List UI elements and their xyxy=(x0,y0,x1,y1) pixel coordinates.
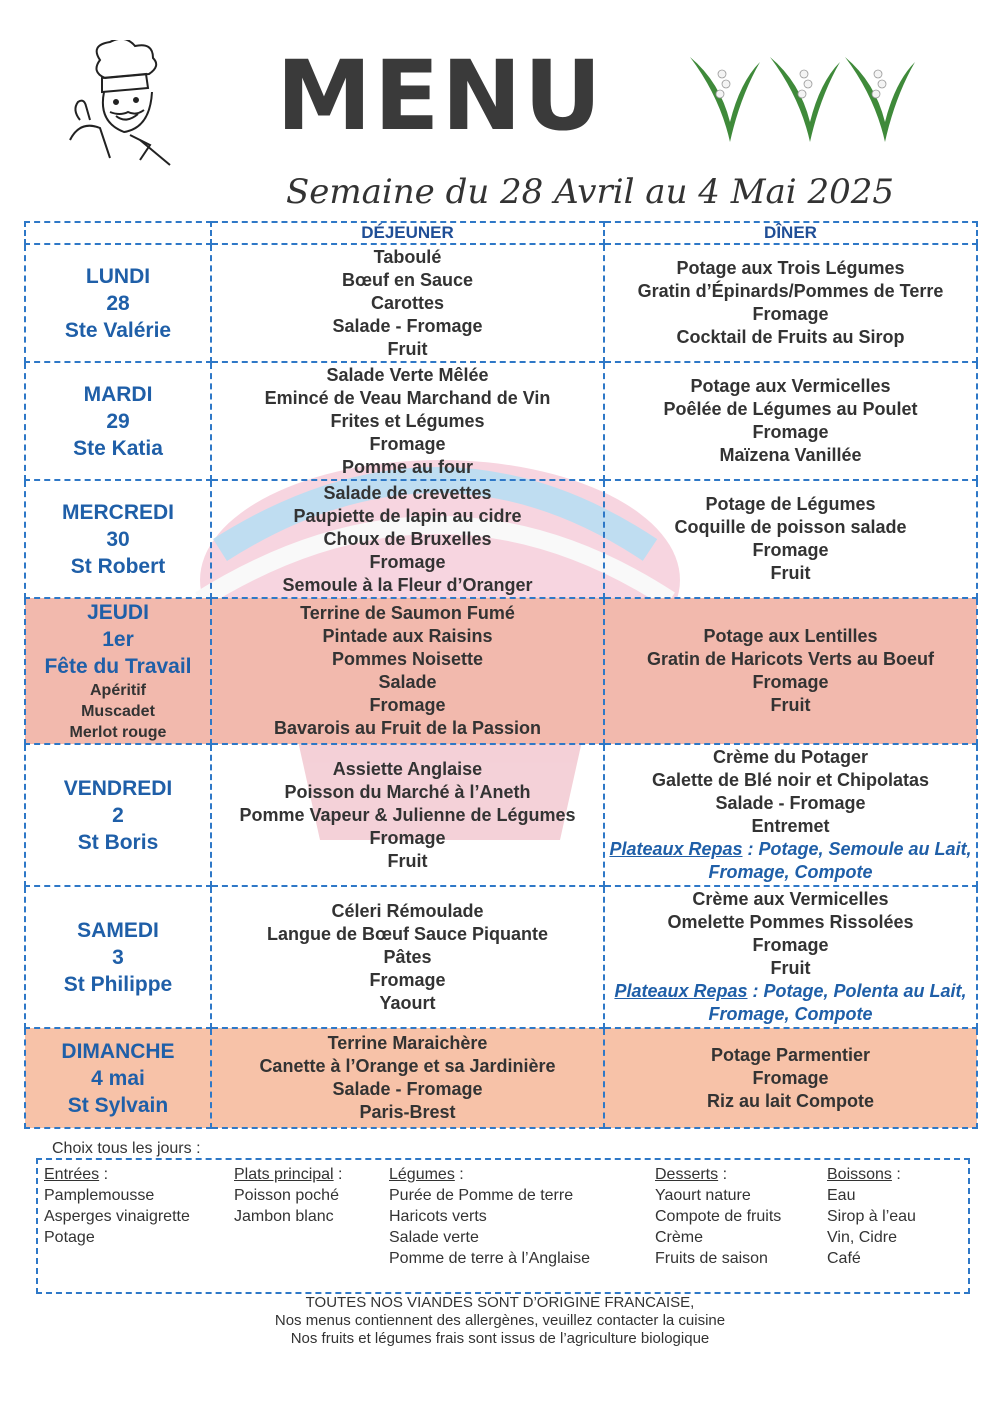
choice-category-name: Entrées xyxy=(44,1166,100,1183)
plateaux-repas-note xyxy=(605,838,976,884)
diner-cell xyxy=(604,244,977,362)
dish: Choux de Bruxelles xyxy=(323,528,492,549)
dejeuner-cell xyxy=(211,598,604,744)
dish: Carottes xyxy=(370,292,445,313)
choice-item: Café xyxy=(827,1250,861,1267)
daily-choices-box xyxy=(36,1158,970,1294)
choice-category-name: Boissons xyxy=(827,1166,892,1183)
dish: Fromage xyxy=(752,304,829,324)
day-row-samedi xyxy=(25,886,977,1028)
dish: Paris-Brest xyxy=(359,1102,456,1122)
cut-off-address-line xyxy=(255,1384,775,1390)
day-row-vendredi xyxy=(25,744,977,886)
choice-category-suffix: : xyxy=(718,1166,728,1183)
day-saint: St Robert xyxy=(70,554,166,578)
choice-item: Asperges vinaigrette xyxy=(44,1208,190,1225)
dish: Taboulé xyxy=(373,246,442,267)
dish: Semoule à la Fleur d’Oranger xyxy=(282,574,533,595)
day-saint: Ste Katia xyxy=(73,436,163,460)
plateaux-repas-text: : Potage, Semoule au Lait, Fromage, Compote xyxy=(708,839,972,882)
dish: Fromage xyxy=(752,422,829,442)
chef-illustration xyxy=(40,40,190,170)
choice-category-suffix: : xyxy=(333,1166,343,1183)
choice-category-suffix: : xyxy=(891,1166,901,1183)
choice-item: Jambon blanc xyxy=(234,1208,334,1225)
choice-category-suffix: : xyxy=(99,1166,109,1183)
menu-table xyxy=(24,221,978,1129)
day-row-lundi xyxy=(25,244,977,362)
header-empty-cell xyxy=(25,222,211,244)
choice-item: Haricots verts xyxy=(389,1208,487,1225)
menu-title: MENU xyxy=(276,40,604,152)
dish: Bœuf en Sauce xyxy=(341,269,474,290)
dish: Galette de Blé noir et Chipolatas xyxy=(651,770,930,790)
day-cell xyxy=(25,886,211,1028)
choice-item: Sirop à l’eau xyxy=(827,1208,916,1225)
plateaux-repas-label: Plateaux Repas xyxy=(614,981,748,1001)
dish: Fromage xyxy=(369,551,446,572)
choice-item: Vin, Cidre xyxy=(827,1229,897,1246)
plateaux-repas-label: Plateaux Repas xyxy=(609,839,743,859)
choice-item: Compote de fruits xyxy=(655,1208,782,1225)
diner-cell xyxy=(604,598,977,744)
day-cell xyxy=(25,362,211,480)
footer-notes xyxy=(0,1294,1000,1348)
dish: Fruit xyxy=(770,695,811,715)
dish: Potage aux Trois Légumes xyxy=(676,258,905,278)
plateaux-repas-text: : Potage, Polenta au Lait, Fromage, Compote xyxy=(708,981,967,1024)
dish: Fromage xyxy=(369,695,446,715)
dish: Fromage xyxy=(369,827,446,848)
day-name: SAMEDI xyxy=(77,918,159,942)
footer-line: Nos fruits et légumes frais sont issus de l’agriculture biologique xyxy=(290,1330,710,1347)
dish: Paupiette de lapin au cidre xyxy=(293,505,522,526)
dish: Salade - Fromage xyxy=(332,1079,483,1099)
day-row-dimanche xyxy=(25,1028,977,1128)
dish: Emincé de Veau Marchand de Vin xyxy=(264,387,551,408)
dish: Yaourt xyxy=(379,992,436,1013)
dish: Salade Verte Mêlée xyxy=(326,364,489,385)
day-name: MARDI xyxy=(83,382,153,406)
dish: Fromage xyxy=(369,433,446,454)
day-name: JEUDI xyxy=(87,601,149,624)
dish: Fruit xyxy=(770,563,811,583)
dish: Fromage xyxy=(752,672,829,692)
dish: Fruit xyxy=(770,958,811,978)
choice-item: Pamplemousse xyxy=(44,1187,155,1204)
dish: Riz au lait Compote xyxy=(706,1090,874,1111)
choice-item: Pomme de terre à l’Anglaise xyxy=(389,1250,590,1267)
day-extra: Merlot rouge xyxy=(69,724,167,741)
daily-choices-title: Choix tous les jours : xyxy=(52,1140,201,1157)
choice-column-legumes xyxy=(389,1164,590,1269)
dish: Fruit xyxy=(387,338,428,359)
menu-week-subtitle: Semaine du 28 Avril au 4 Mai 2025 xyxy=(285,172,895,212)
choice-item: Poisson poché xyxy=(234,1187,339,1204)
choice-column-entrees xyxy=(44,1164,190,1248)
choice-item: Purée de Pomme de terre xyxy=(389,1187,574,1204)
dish: Omelette Pommes Rissolées xyxy=(667,912,914,932)
day-cell xyxy=(25,244,211,362)
dish: Frites et Légumes xyxy=(330,410,485,431)
diner-cell xyxy=(604,480,977,598)
choice-category-name: Légumes xyxy=(389,1166,455,1183)
diner-cell xyxy=(604,1028,977,1128)
dish: Entremet xyxy=(751,816,830,836)
day-saint: St Philippe xyxy=(63,972,173,996)
choice-item: Crème xyxy=(655,1229,704,1246)
dish: Maïzena Vanillée xyxy=(719,445,862,465)
day-extra: Apéritif xyxy=(90,682,146,699)
dish: Pommes Noisette xyxy=(331,649,484,669)
dejeuner-cell xyxy=(211,362,604,480)
footer-line: TOUTES NOS VIANDES SONT D’ORIGINE FRANCAISE, xyxy=(305,1294,695,1311)
choice-item: Yaourt nature xyxy=(655,1187,751,1204)
dish: Langue de Bœuf Sauce Piquante xyxy=(266,923,549,944)
dish: Salade - Fromage xyxy=(715,793,866,813)
dish: Salade de crevettes xyxy=(323,482,492,503)
header-diner: DÎNER xyxy=(604,222,977,244)
dish: Coquille de poisson salade xyxy=(674,517,907,537)
choice-category-name: Desserts xyxy=(655,1166,719,1183)
dish: Pomme au four xyxy=(341,456,474,477)
day-name: DIMANCHE xyxy=(61,1039,175,1063)
dish: Salade xyxy=(378,672,437,692)
choice-item: Salade verte xyxy=(389,1229,479,1246)
dejeuner-cell xyxy=(211,886,604,1028)
dish: Fromage xyxy=(369,969,446,990)
dejeuner-cell xyxy=(211,480,604,598)
dejeuner-cell xyxy=(211,744,604,886)
choice-item: Potage xyxy=(44,1229,95,1246)
choice-category-suffix: : xyxy=(454,1166,464,1183)
dish: Canette à l’Orange et sa Jardinière xyxy=(259,1056,556,1076)
dish: Fruit xyxy=(387,850,428,871)
dish: Poêlée de Légumes au Poulet xyxy=(663,399,918,419)
choice-column-boissons xyxy=(827,1164,916,1269)
choice-column-plats xyxy=(234,1164,343,1227)
day-date: 29 xyxy=(106,409,130,433)
table-header-row xyxy=(25,222,977,244)
day-date: 28 xyxy=(106,291,130,315)
day-row-mercredi xyxy=(25,480,977,598)
day-cell xyxy=(25,480,211,598)
dejeuner-cell xyxy=(211,1028,604,1128)
day-cell xyxy=(25,744,211,886)
dish: Céleri Rémoulade xyxy=(331,900,484,921)
dish: Gratin d’Épinards/Pommes de Terre xyxy=(637,281,944,301)
day-date: 3 xyxy=(112,945,124,969)
choice-item: Eau xyxy=(827,1187,856,1204)
dish: Fromage xyxy=(752,1067,829,1088)
day-name: LUNDI xyxy=(85,264,151,288)
diner-cell xyxy=(604,744,977,886)
day-saint: St Boris xyxy=(77,830,159,854)
dish: Cocktail de Fruits au Sirop xyxy=(676,327,905,347)
dish: Assiette Anglaise xyxy=(332,758,483,779)
header-dejeuner: DÉJEUNER xyxy=(211,222,604,244)
dish: Crème du Potager xyxy=(712,747,869,767)
dish: Fromage xyxy=(752,935,829,955)
dish: Pomme Vapeur & Julienne de Légumes xyxy=(239,804,576,825)
day-date: 1er xyxy=(102,628,134,651)
day-date: 30 xyxy=(106,527,130,551)
day-date: 2 xyxy=(112,803,124,827)
dish: Poisson du Marché à l’Aneth xyxy=(284,781,531,802)
day-row-jeudi xyxy=(25,598,977,744)
dish: Potage aux Vermicelles xyxy=(690,376,891,396)
day-name: VENDREDI xyxy=(63,776,173,800)
dish: Terrine de Saumon Fumé xyxy=(300,603,515,623)
choice-item: Fruits de saison xyxy=(655,1250,768,1267)
dish: Terrine Maraichère xyxy=(327,1033,488,1053)
dish: Potage de Légumes xyxy=(705,494,876,514)
day-extra: Muscadet xyxy=(81,703,155,720)
dish: Pintade aux Raisins xyxy=(322,626,493,646)
dejeuner-cell xyxy=(211,244,604,362)
day-cell xyxy=(25,598,211,744)
day-row-mardi xyxy=(25,362,977,480)
day-name: MERCREDI xyxy=(61,500,174,524)
plateaux-repas-note xyxy=(605,980,976,1026)
choice-category-name: Plats principal xyxy=(234,1166,334,1183)
day-saint: Fête du Travail xyxy=(44,655,192,678)
dish: Salade - Fromage xyxy=(332,315,483,336)
choice-column-desserts xyxy=(655,1164,781,1269)
dish: Gratin de Haricots Verts au Boeuf xyxy=(646,649,935,669)
day-date: 4 mai xyxy=(91,1066,145,1090)
dish: Bavarois au Fruit de la Passion xyxy=(273,718,542,738)
diner-cell xyxy=(604,886,977,1028)
lily-of-the-valley-illustration xyxy=(680,52,920,142)
dish: Crème aux Vermicelles xyxy=(692,889,889,909)
dish: Potage aux Lentilles xyxy=(703,626,878,646)
diner-cell xyxy=(604,362,977,480)
dish: Pâtes xyxy=(383,946,432,967)
footer-line: Nos menus contiennent des allergènes, veuillez contacter la cuisine xyxy=(274,1312,726,1329)
dish: Potage Parmentier xyxy=(710,1044,871,1065)
day-cell xyxy=(25,1028,211,1128)
dish: Fromage xyxy=(752,540,829,560)
day-saint: St Sylvain xyxy=(67,1093,169,1117)
day-saint: Ste Valérie xyxy=(64,318,172,342)
